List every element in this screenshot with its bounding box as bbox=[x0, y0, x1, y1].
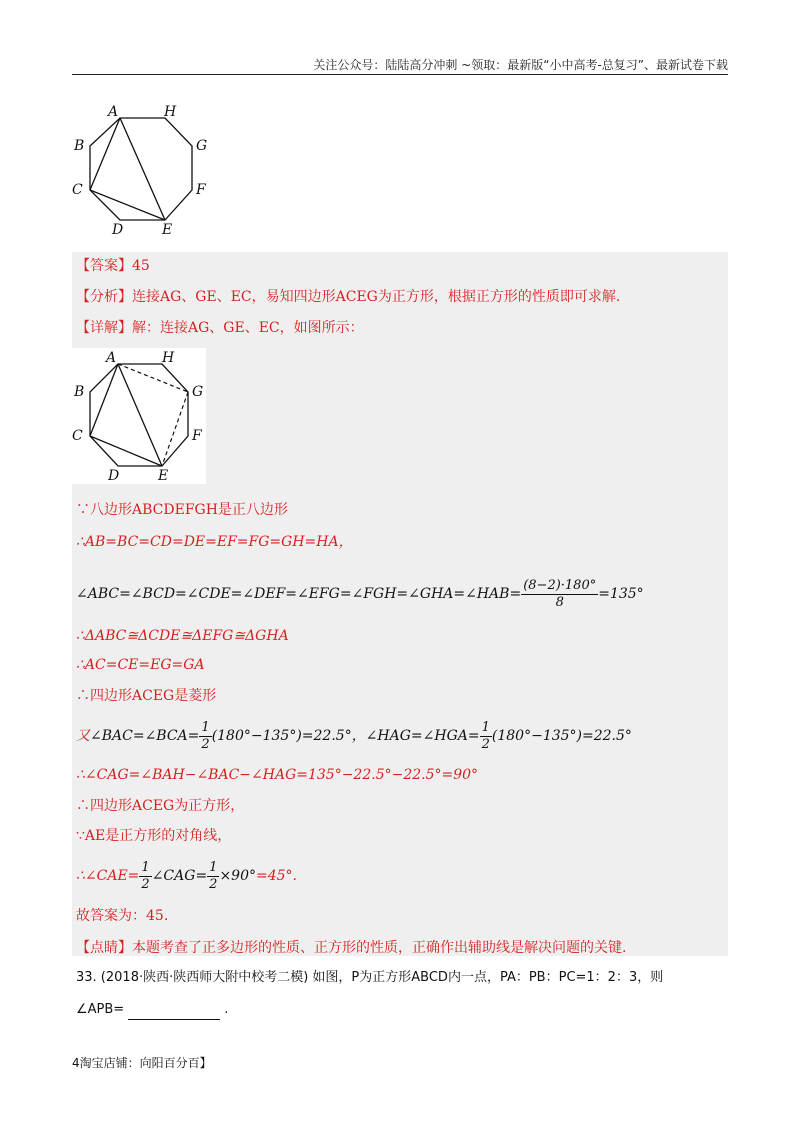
step-7-prefix: 又 bbox=[76, 728, 90, 744]
step-7-a: ∠BAC=∠BCA= bbox=[90, 728, 200, 744]
fraction-denominator: 2 bbox=[481, 736, 490, 752]
fraction-numerator: (8−2)·180° bbox=[523, 577, 597, 593]
question-suffix: . bbox=[224, 1002, 229, 1017]
step-9: ∴四边形ACEG为正方形， bbox=[76, 798, 245, 814]
step-6: ∴四边形ACEG是菱形 bbox=[76, 688, 217, 704]
label-A: A bbox=[106, 350, 117, 366]
answer-line bbox=[76, 256, 150, 276]
step-12: 故答案为：45. bbox=[76, 908, 169, 924]
fraction-numerator: 1 bbox=[481, 719, 490, 735]
step-11-fraction-2 bbox=[207, 860, 219, 893]
detail-text: 解：连接AG、GE、EC，如图所示： bbox=[132, 320, 364, 336]
step-3-right: =135° bbox=[598, 586, 644, 602]
label-E: E bbox=[158, 468, 169, 484]
step-7-fraction-1 bbox=[199, 720, 211, 753]
page-footer: 4淘宝店铺：向阳百分百】 bbox=[72, 1056, 212, 1070]
octagon-figure-2 bbox=[70, 348, 210, 488]
label-H: H bbox=[164, 104, 177, 120]
comment-tag: 【点睛】 bbox=[76, 940, 132, 956]
label-A: A bbox=[108, 104, 119, 120]
step-3 bbox=[76, 572, 644, 616]
answer-value: 45 bbox=[132, 258, 150, 274]
question-33-line-1: 33. (2018·陕西·陕西师大附中校考二模) 如图，P为正方形ABCD内一点，PA：PB：PC=1：2：3，则 bbox=[76, 970, 664, 985]
step-1: ∵八边形ABCDEFGH是正八边形 bbox=[76, 502, 288, 518]
step-11-b: ∠CAG= bbox=[151, 868, 208, 884]
step-4: ∴ΔABC≅ΔCDE≅ΔEFG≅ΔGHA bbox=[76, 628, 289, 644]
detail-line bbox=[76, 318, 364, 338]
fraction-denominator: 2 bbox=[201, 736, 210, 752]
step-8-text: ∴∠CAG=∠BAH−∠BAC−∠HAG=135°−22.5°−22.5°=90° bbox=[76, 767, 479, 783]
answer-blank[interactable] bbox=[128, 1005, 220, 1020]
fraction-denominator: 2 bbox=[209, 876, 218, 892]
label-B: B bbox=[74, 138, 85, 154]
comment-line bbox=[76, 938, 626, 958]
step-8 bbox=[76, 765, 478, 785]
label-E: E bbox=[162, 222, 173, 238]
step-11-c: ×90° bbox=[219, 868, 256, 884]
comment-text: 本题考查了正多边形的性质、正方形的性质，正确作出辅助线是解决问题的关键. bbox=[132, 940, 627, 956]
step-5: ∴AC=CE=EG=GA bbox=[76, 657, 205, 673]
step-11-fraction-1 bbox=[139, 860, 151, 893]
label-C: C bbox=[72, 428, 83, 444]
label-C: C bbox=[72, 182, 83, 198]
label-D: D bbox=[108, 468, 120, 484]
fraction-numerator: 1 bbox=[201, 719, 210, 735]
octagon-figure-1 bbox=[70, 100, 220, 240]
label-B: B bbox=[74, 384, 85, 400]
step-3-left: ∠ABC=∠BCD=∠CDE=∠DEF=∠EFG=∠FGH=∠GHA=∠HAB= bbox=[76, 586, 522, 602]
analysis-text: 连接AG、GE、EC，易知四边形ACEG为正方形，根据正方形的性质即可求解. bbox=[132, 289, 621, 305]
step-2: ∴AB=BC=CD=DE=EF=FG=GH=HA， bbox=[76, 534, 353, 550]
step-11-d: =45°. bbox=[256, 868, 297, 884]
answer-tag: 【答案】 bbox=[76, 258, 132, 274]
label-F: F bbox=[196, 182, 206, 198]
question-prefix: ∠APB= bbox=[76, 1002, 125, 1017]
page-header: 关注公众号：陆陆高分冲刺 ~领取：最新版“小中高考-总复习”、最新试卷下载 bbox=[72, 56, 728, 75]
fraction-denominator: 8 bbox=[555, 594, 564, 610]
question-33-line-2 bbox=[76, 1000, 228, 1020]
step-7-fraction-2 bbox=[480, 720, 492, 753]
label-D: D bbox=[112, 222, 124, 238]
step-7-b: (180°−135°)=22.5°，∠HAG=∠HGA= bbox=[211, 728, 480, 744]
analysis-line bbox=[76, 287, 620, 307]
analysis-tag: 【分析】 bbox=[76, 289, 132, 305]
step-11-a: ∴∠CAE= bbox=[76, 868, 140, 884]
step-11 bbox=[76, 856, 297, 896]
fraction-denominator: 2 bbox=[141, 876, 150, 892]
fraction-numerator: 1 bbox=[209, 859, 218, 875]
step-10: ∵AE是正方形的对角线， bbox=[76, 828, 232, 844]
label-G: G bbox=[192, 384, 204, 400]
fraction-numerator: 1 bbox=[141, 859, 150, 875]
detail-tag: 【详解】 bbox=[76, 320, 132, 336]
label-F: F bbox=[192, 428, 202, 444]
label-H: H bbox=[162, 350, 175, 366]
step-7 bbox=[76, 716, 632, 756]
label-G: G bbox=[196, 138, 208, 154]
step-7-c: (180°−135°)=22.5° bbox=[491, 728, 632, 744]
step-3-fraction bbox=[521, 578, 598, 611]
